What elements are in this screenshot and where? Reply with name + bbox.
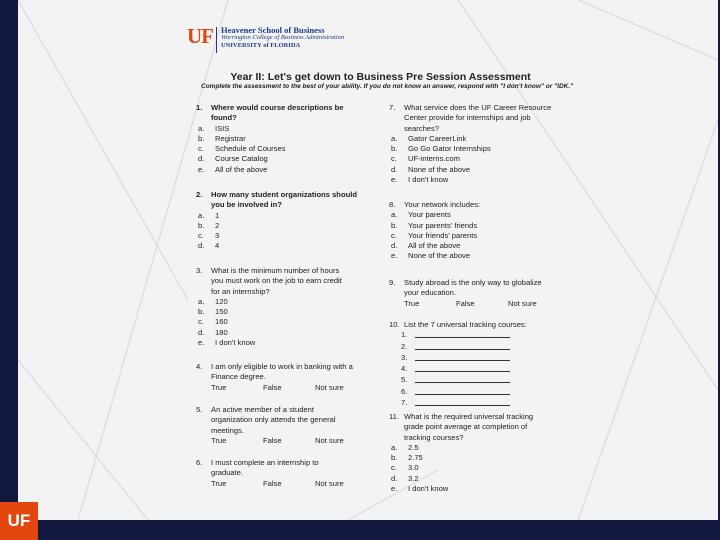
option[interactable]: d. All of the above — [391, 241, 461, 251]
question-2: 2. How many student organizations should you be involved in? a. 1 b. 2 c. 3 d. 4 — [196, 190, 371, 252]
uf-logo — [187, 26, 344, 53]
option[interactable]: a. 2.5 — [391, 442, 419, 452]
tracking-course-blank[interactable]: 3. — [389, 353, 574, 364]
option[interactable]: d. 180 — [198, 327, 228, 337]
option[interactable]: b. Your parents' friends — [391, 220, 478, 230]
option[interactable]: c. UF-interns.com — [391, 154, 460, 164]
option[interactable]: a. Gator CareerLink — [391, 133, 467, 143]
option[interactable]: d. 3.2 — [391, 473, 419, 483]
deco-line — [18, 0, 188, 300]
tracking-course-blank[interactable]: 4. — [389, 364, 574, 375]
option[interactable]: d. 4 — [198, 241, 220, 251]
true-false-choices[interactable]: True False Not sure — [211, 382, 344, 392]
option[interactable]: c. Schedule of Courses — [198, 144, 286, 154]
deco-line — [578, 120, 718, 520]
question-10: 10. List the 7 universal tracking courses: 1. 2. 3. 4. 5. 6. 7. — [389, 320, 574, 409]
instructions: Complete the assessment to the best of your ability. If you do not know an answer, respond with "I don't know" or "IDK." — [201, 83, 574, 90]
question-5: 5. An active member of a student organization only attends the general meetings. True False Not sure — [196, 405, 371, 446]
option[interactable]: c. 3 — [198, 231, 220, 241]
question-7: 7. What service does the UF Career Resource Center provide for internships and job searches? a. Gator CareerLink b. Go Go Gator Internships c. UF-interns.com d. None of the above e. I don't know — [389, 103, 574, 185]
tracking-course-blank[interactable]: 1. — [389, 330, 574, 341]
question-6: 6. I must complete an internship to graduate. True False Not sure — [196, 458, 371, 489]
option[interactable]: c. 3.0 — [391, 463, 419, 473]
question-8: 8. Your network includes: a. Your parents b. Your parents' friends c. Your friends' parents d. All of the above e. None of the above — [389, 200, 574, 262]
uf-logo-mark: UF — [187, 24, 213, 48]
question-9: 9. Study abroad is the only way to globalize your education. True False Not sure — [389, 278, 574, 309]
assessment-sheet — [183, 22, 578, 500]
tracking-course-blank[interactable]: 7. — [389, 398, 574, 409]
tracking-course-blank[interactable]: 2. — [389, 342, 574, 353]
true-false-choices[interactable]: True False Not sure — [211, 478, 344, 488]
option[interactable]: b. 2.75 — [391, 453, 423, 463]
question-1: 1. Where would course descriptions be found? a. ISIS b. Registrar c. Schedule of Courses d. Course Catalog e. All of the above — [196, 103, 371, 175]
question-3: 3. What is the minimum number of hours you must work on the job to earn credit for an internship? a. 120 b. 150 c. 160 d. 180 e. I don't know — [196, 266, 371, 348]
tracking-course-blank[interactable]: 6. — [389, 387, 574, 398]
option[interactable]: e. I don't know — [391, 484, 449, 494]
option[interactable]: a. 1 — [198, 210, 220, 220]
deco-line — [578, 0, 718, 60]
option[interactable]: b. Go Go Gator Internships — [391, 144, 491, 154]
uf-corner-logo: UF — [0, 502, 38, 540]
deco-line — [18, 360, 148, 520]
option[interactable]: b. 2 — [198, 220, 220, 230]
option[interactable]: e. All of the above — [198, 164, 268, 174]
option[interactable]: e. I don't know — [198, 338, 256, 348]
option[interactable]: a. 120 — [198, 296, 228, 306]
slide-page — [18, 0, 718, 520]
tracking-course-blank[interactable]: 5. — [389, 375, 574, 386]
option[interactable]: b. 150 — [198, 307, 228, 317]
college-name: Warrington College of Business Administration — [221, 34, 345, 41]
university-name: UNIVERSITY of FLORIDA — [221, 42, 301, 49]
option[interactable]: b. Registrar — [198, 133, 246, 143]
option[interactable]: e. I don't know — [391, 175, 449, 185]
true-false-choices[interactable]: True False Not sure — [211, 435, 344, 445]
question-11: 11. What is the required universal tracking grade point average at completion of tracking courses? a. 2.5 b. 2.75 c. 3.0 d. 3.2 e. I don't know — [389, 412, 574, 494]
option[interactable]: a. Your parents — [391, 210, 451, 220]
option[interactable]: c. 160 — [198, 317, 228, 327]
option[interactable]: d. None of the above — [391, 164, 471, 174]
option[interactable]: a. ISIS — [198, 123, 230, 133]
option[interactable]: e. None of the above — [391, 251, 471, 261]
option[interactable]: d. Course Catalog — [198, 154, 268, 164]
option[interactable]: c. Your friends' parents — [391, 230, 478, 240]
school-name: Heavener School of Business — [221, 25, 325, 35]
page-title: Year II: Let's get down to Business Pre Session Assessment — [230, 71, 531, 83]
question-4: 4. I am only eligible to work in banking with a Finance degree. True False Not sure — [196, 362, 371, 393]
true-false-choices[interactable]: True False Not sure — [404, 298, 537, 308]
